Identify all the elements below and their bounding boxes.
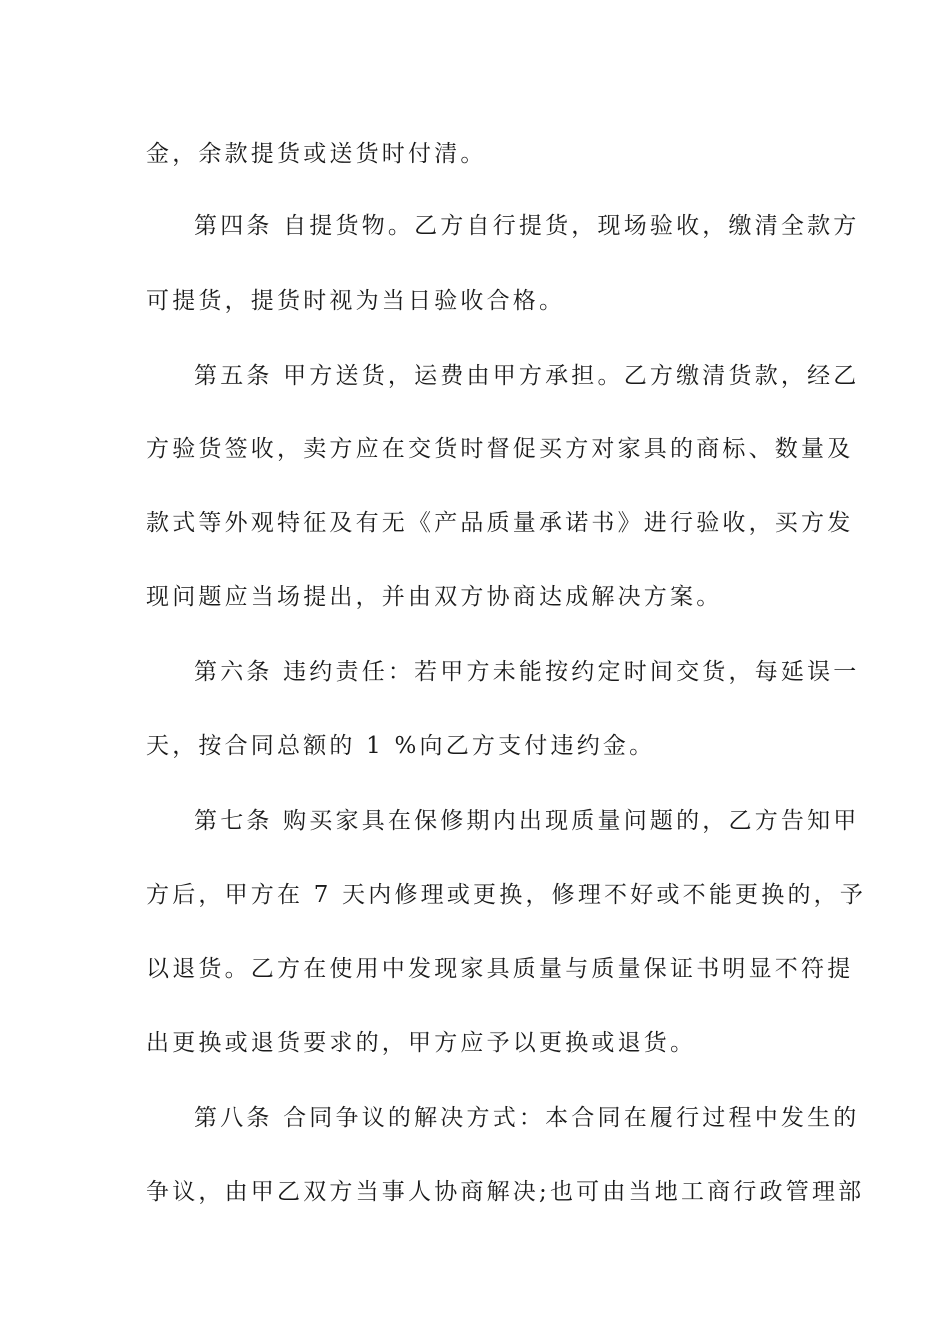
text-line: 第六条 违约责任：若甲方未能按约定时间交货，每延误一 <box>194 659 860 685</box>
text-line: 争议，由甲乙双方当事人协商解决;也可由当地工商行政管理部 <box>146 1179 865 1205</box>
text-line: 方验货签收，卖方应在交货时督促买方对家具的商标、数量及 <box>146 436 854 462</box>
text-line: 金，余款提货或送货时付清。 <box>146 141 487 167</box>
text-line: 天，按合同总额的 1 %向乙方支付违约金。 <box>146 733 656 759</box>
text-line: 款式等外观特征及有无《产品质量承诺书》进行验收，买方发 <box>146 510 854 536</box>
text-line: 第八条 合同争议的解决方式：本合同在履行过程中发生的 <box>194 1105 860 1131</box>
text-line: 出更换或退货要求的，甲方应予以更换或退货。 <box>146 1030 697 1056</box>
text-line: 方后，甲方在 7 天内修理或更换，修理不好或不能更换的，予 <box>146 882 867 908</box>
text-line: 现问题应当场提出，并由双方协商达成解决方案。 <box>146 584 723 610</box>
text-line: 第五条 甲方送货，运费由甲方承担。乙方缴清货款，经乙 <box>194 363 860 389</box>
text-line: 以退货。乙方在使用中发现家具质量与质量保证书明显不符提 <box>146 956 854 982</box>
text-line: 第四条 自提货物。乙方自行提货，现场验收，缴清全款方 <box>194 213 860 239</box>
text-line: 可提货，提货时视为当日验收合格。 <box>146 288 566 314</box>
text-line: 第七条 购买家具在保修期内出现质量问题的，乙方告知甲 <box>194 808 860 834</box>
